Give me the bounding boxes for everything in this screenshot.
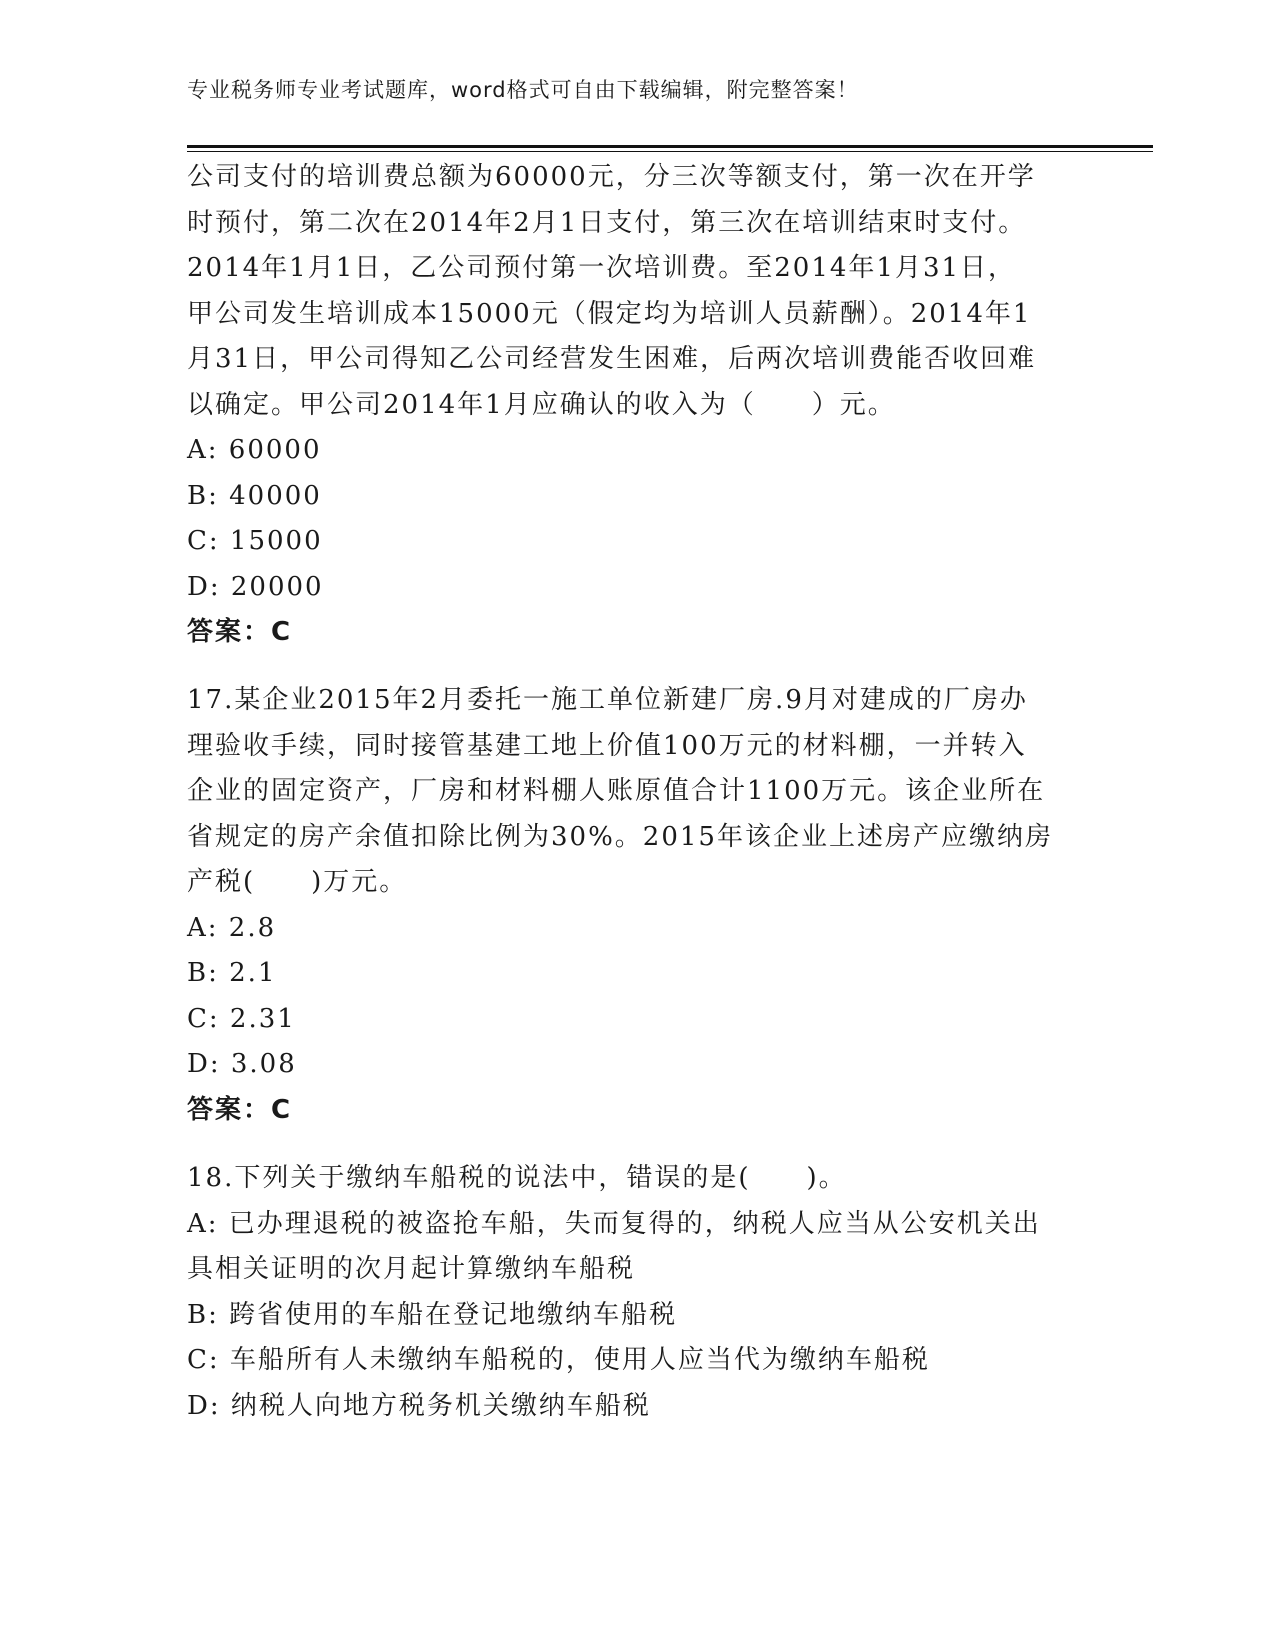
answer-label: 答案：C — [187, 617, 293, 647]
question-text-line: 甲公司发生培训成本15000元（假定均为培训人员薪酬）。2014年1 — [187, 298, 1032, 329]
option-a: A: 已办理退税的被盗抢车船，失而复得的，纳税人应当从公安机关出 — [187, 1208, 1041, 1239]
option-a: A: 60000 — [187, 435, 322, 465]
question-text-line: 月31日，甲公司得知乙公司经营发生困难，后两次培训费能否收回难 — [187, 344, 1037, 374]
answer-label: 答案：C — [187, 1094, 293, 1125]
option-c: C: 车船所有人未缴纳车船税的，使用人应当代为缴纳车船税 — [187, 1345, 930, 1375]
question-17 — [187, 678, 1087, 1133]
question-text-line: 2014年1月1日，乙公司预付第一次培训费。至2014年1月31日， — [187, 253, 1017, 283]
option-a: A: 2.8 — [187, 912, 277, 943]
option-d: D: 20000 — [187, 571, 324, 602]
question-text-line: 产税( )万元。 — [187, 867, 408, 897]
header-rule-thick — [187, 145, 1153, 148]
question-text-line: 企业的固定资产，厂房和材料棚人账原值合计1100万元。该企业所在 — [187, 776, 1046, 806]
header-rule-thin — [187, 151, 1153, 152]
option-d: D: 纳税人向地方税务机关缴纳车船税 — [187, 1390, 651, 1421]
question-16 — [187, 155, 1087, 656]
question-text-line: 理验收手续，同时接管基建工地上价值100万元的材料棚，一并转入 — [187, 730, 1027, 761]
question-text-line: 以确定。甲公司2014年1月应确认的收入为（ ）元。 — [187, 389, 896, 420]
page-header: 专业税务师专业考试题库，word格式可自由下载编辑，附完整答案！ — [187, 78, 859, 102]
question-18 — [187, 1156, 1087, 1429]
option-b: B: 跨省使用的车船在登记地缴纳车船税 — [187, 1299, 678, 1330]
option-c: C: 15000 — [187, 526, 323, 556]
option-a-continued: 具相关证明的次月起计算缴纳车船税 — [187, 1254, 636, 1284]
option-b: B: 40000 — [187, 480, 322, 511]
question-text-line: 17.某企业2015年2月委托一施工单位新建厂房.9月对建成的厂房办 — [187, 685, 1028, 715]
question-text-line: 18.下列关于缴纳车船税的说法中，错误的是( )。 — [187, 1163, 847, 1193]
option-b: B: 2.1 — [187, 958, 277, 988]
question-text-line: 时预付，第二次在2014年2月1日支付，第三次在培训结束时支付。 — [187, 207, 1027, 238]
option-d: D: 3.08 — [187, 1049, 297, 1079]
question-text-line: 公司支付的培训费总额为60000元，分三次等额支付，第一次在开学 — [187, 162, 1036, 192]
question-text-line: 省规定的房产余值扣除比例为30%。2015年该企业上述房产应缴纳房 — [187, 821, 1053, 852]
option-c: C: 2.31 — [187, 1003, 296, 1034]
